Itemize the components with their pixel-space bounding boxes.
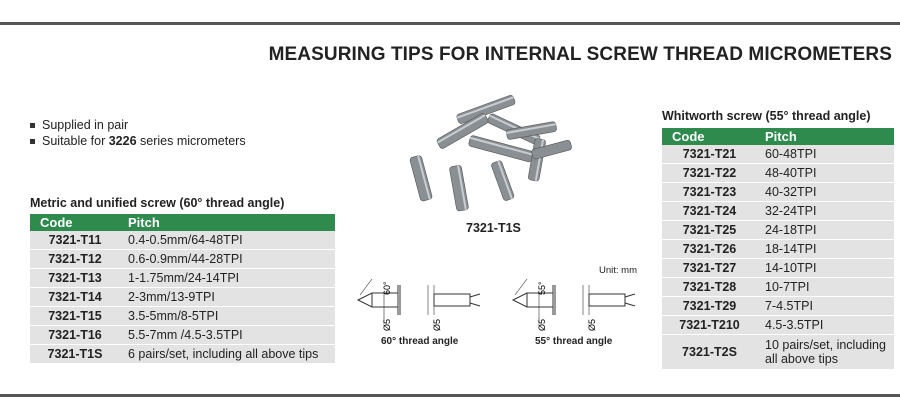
measuring-tips-photo	[396, 95, 586, 215]
pitch-cell: 4.5-3.5TPI	[757, 316, 894, 335]
code-cell: 7321-T2S	[662, 335, 757, 370]
tip-drawing-60	[350, 275, 495, 335]
code-cell: 7321-T1S	[30, 345, 120, 364]
angle-label-60: 60°	[382, 281, 392, 295]
code-cell: 7321-T28	[662, 278, 757, 297]
code-cell: 7321-T26	[662, 240, 757, 259]
table-header-row	[30, 214, 335, 231]
code-cell: 7321-T16	[30, 326, 120, 345]
pitch-cell: 10-7TPI	[757, 278, 894, 297]
table-row	[662, 297, 894, 316]
pitch-column-header: Pitch	[120, 214, 335, 231]
table-row	[30, 345, 335, 364]
diameter-label: Ø5	[432, 318, 442, 331]
pitch-cell: 2-3mm/13-9TPI	[120, 288, 335, 307]
table-row	[662, 164, 894, 183]
pitch-cell: 18-14TPI	[757, 240, 894, 259]
whitworth-heading: Whitworth screw (55° thread angle)	[662, 109, 871, 123]
code-column-header: Code	[30, 214, 120, 231]
code-cell: 7321-T25	[662, 221, 757, 240]
feature-item	[30, 117, 246, 133]
table-row	[30, 231, 335, 250]
metric-heading: Metric and unified screw (60° thread angle)	[30, 196, 285, 210]
photo-label: 7321-T1S	[466, 221, 521, 235]
pitch-cell: 3.5-5mm/8-5TPI	[120, 307, 335, 326]
thread-angle-caption-55: 55° thread angle	[535, 336, 613, 347]
table-row	[662, 221, 894, 240]
pitch-cell: 0.4-0.5mm/64-48TPI	[120, 231, 335, 250]
series-number: 3226	[108, 134, 137, 148]
code-cell: 7321-T15	[30, 307, 120, 326]
feature-text: Suitable for	[42, 134, 109, 148]
feature-text: Supplied in pair	[42, 118, 129, 132]
table-row	[662, 202, 894, 221]
code-cell: 7321-T11	[30, 231, 120, 250]
pitch-cell: 10 pairs/set, including all above tips	[757, 335, 894, 370]
pitch-cell: 7-4.5TPI	[757, 297, 894, 316]
tip-drawing-55	[505, 275, 650, 335]
pitch-column-header: Pitch	[757, 128, 894, 145]
whitworth-table	[662, 128, 894, 370]
table-row	[30, 250, 335, 269]
page-title: MEASURING TIPS FOR INTERNAL SCREW THREAD MICROMETERS	[268, 44, 892, 65]
code-cell: 7321-T12	[30, 250, 120, 269]
angle-label-55: 55°	[537, 281, 547, 295]
code-cell: 7321-T22	[662, 164, 757, 183]
pitch-cell: 40-32TPI	[757, 183, 894, 202]
pitch-cell: 32-24TPI	[757, 202, 894, 221]
code-column-header: Code	[662, 128, 757, 145]
code-cell: 7321-T27	[662, 259, 757, 278]
table-row	[30, 307, 335, 326]
pitch-cell: 6 pairs/set, including all above tips	[120, 345, 335, 364]
pitch-cell: 60-48TPI	[757, 145, 894, 164]
top-rule	[0, 22, 900, 25]
table-row	[662, 335, 894, 370]
diameter-label: Ø5	[382, 318, 392, 331]
table-row	[30, 326, 335, 345]
table-header-row	[662, 128, 894, 145]
table-row	[662, 240, 894, 259]
diameter-label: Ø5	[587, 318, 597, 331]
pitch-cell: 1-1.75mm/24-14TPI	[120, 269, 335, 288]
code-cell: 7321-T29	[662, 297, 757, 316]
bottom-rule	[0, 394, 900, 397]
pitch-cell: 0.6-0.9mm/44-28TPI	[120, 250, 335, 269]
code-cell: 7321-T24	[662, 202, 757, 221]
feature-text: series micrometers	[136, 134, 246, 148]
code-cell: 7321-T14	[30, 288, 120, 307]
code-cell: 7321-T21	[662, 145, 757, 164]
code-cell: 7321-T13	[30, 269, 120, 288]
pitch-cell: 5.5-7mm /4.5-3.5TPI	[120, 326, 335, 345]
unit-label: Unit: mm	[599, 265, 637, 276]
code-cell: 7321-T210	[662, 316, 757, 335]
pitch-cell: 48-40TPI	[757, 164, 894, 183]
pitch-cell: 24-18TPI	[757, 221, 894, 240]
table-row	[662, 259, 894, 278]
thread-angle-caption-60: 60° thread angle	[381, 336, 459, 347]
table-row	[30, 288, 335, 307]
table-row	[662, 278, 894, 297]
table-row	[662, 145, 894, 164]
table-row	[662, 183, 894, 202]
table-row	[662, 316, 894, 335]
feature-list	[30, 117, 246, 149]
diameter-label: Ø5	[537, 318, 547, 331]
feature-item	[30, 133, 246, 149]
code-cell: 7321-T23	[662, 183, 757, 202]
metric-table	[30, 214, 335, 364]
table-row	[30, 269, 335, 288]
pitch-cell: 14-10TPI	[757, 259, 894, 278]
